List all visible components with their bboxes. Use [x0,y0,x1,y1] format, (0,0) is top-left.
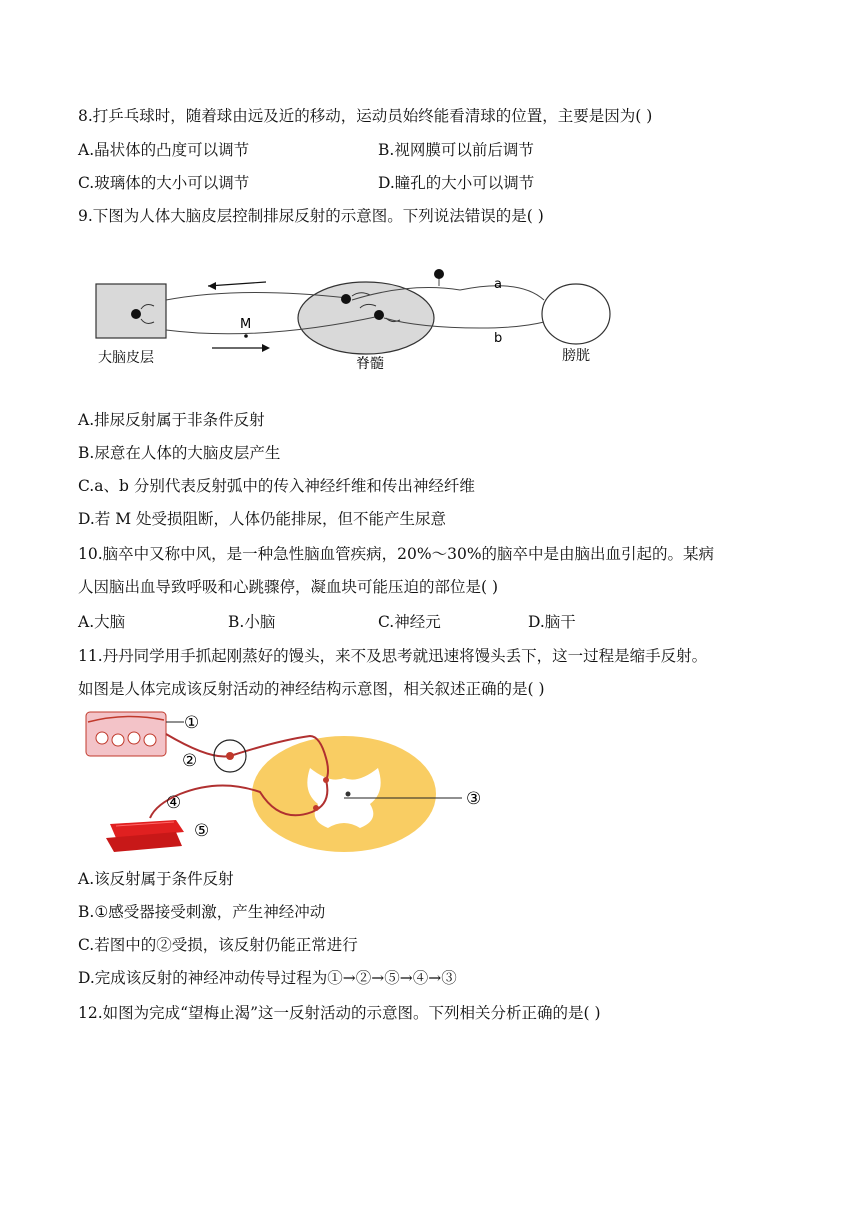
question-9-stem: 9.下图为人体大脑皮层控制排尿反射的示意图。下列说法错误的是( ) [78,207,544,225]
question-10-option-d: D.脑干 [528,613,576,631]
muscle-effector [106,820,184,852]
question-10-stem-line1: 10.脑卒中又称中风，是一种急性脑血管疾病，20%～30%的脑卒中是由脑出血引起的。某病 [78,545,715,563]
question-9-option-d: D.若 M 处受损阻断，人体仍能排尿，但不能产生尿意 [78,510,447,528]
skin-receptor [86,712,166,756]
reflex-arc-diagram [80,708,500,860]
urination-reflex-diagram [80,262,620,382]
question-11-stem-line2: 如图是人体完成该反射活动的神经结构示意图，相关叙述正确的是( ) [78,680,545,698]
question-11-option-b: B.①感受器接受刺激，产生神经冲动 [78,903,326,921]
question-10-option-a: A.大脑 [78,613,126,631]
label-5: ⑤ [194,821,210,841]
label-4: ④ [166,793,182,813]
question-10-stem-line2: 人因脑出血导致呼吸和心跳骤停，凝血块可能压迫的部位是( ) [78,578,499,596]
question-8-stem: 8.打乒乓球时，随着球由远及近的移动，运动员始终能看清球的位置，主要是因为( ) [78,107,653,125]
question-11-option-c: C.若图中的②受损，该反射仍能正常进行 [78,936,358,954]
question-10-option-b: B.小脑 [228,613,276,631]
question-9-option-c: C.a、b 分别代表反射弧中的传入神经纤维和传出神经纤维 [78,477,475,495]
label-bladder: 膀胱 [562,348,590,364]
question-12-stem: 12.如图为完成“望梅止渴”这一反射活动的示意图。下列相关分析正确的是( ) [78,1004,601,1022]
question-8-option-a: A.晶状体的凸度可以调节 [78,141,250,159]
question-10-option-c: C.神经元 [378,613,441,631]
label-m: M [240,317,252,332]
question-9-option-a: A.排尿反射属于非条件反射 [78,411,265,429]
brain-neuron-body [131,309,141,319]
question-11-option-d: D.完成该反射的神经冲动传导过程为①→②→⑤→④→③ [78,969,457,987]
brain-cortex-box [96,284,166,338]
question-9-option-b: B.尿意在人体的大脑皮层产生 [78,444,281,462]
spinal-cord-section [252,736,436,852]
question-8-option-c: C.玻璃体的大小可以调节 [78,174,250,192]
label-1: ① [184,713,200,733]
label-2: ② [182,751,198,771]
spinal-cord-ellipse [298,282,434,354]
label-brain-cortex: 大脑皮层 [98,350,154,366]
question-11-option-a: A.该反射属于条件反射 [78,870,234,888]
label-3: ③ [466,789,482,809]
label-b: b [494,331,503,346]
label-spinal-cord: 脊髓 [356,356,384,372]
question-8-option-b: B.视网膜可以前后调节 [378,141,534,159]
question-8-option-d: D.瞳孔的大小可以调节 [378,174,535,192]
question-11-stem-line1: 11.丹丹同学用手抓起刚蒸好的馒头，来不及思考就迅速将馒头丢下，这一过程是缩手反射。 [78,647,708,665]
ganglion [434,269,444,279]
label-a: a [494,277,502,292]
bladder-ellipse [542,284,610,344]
